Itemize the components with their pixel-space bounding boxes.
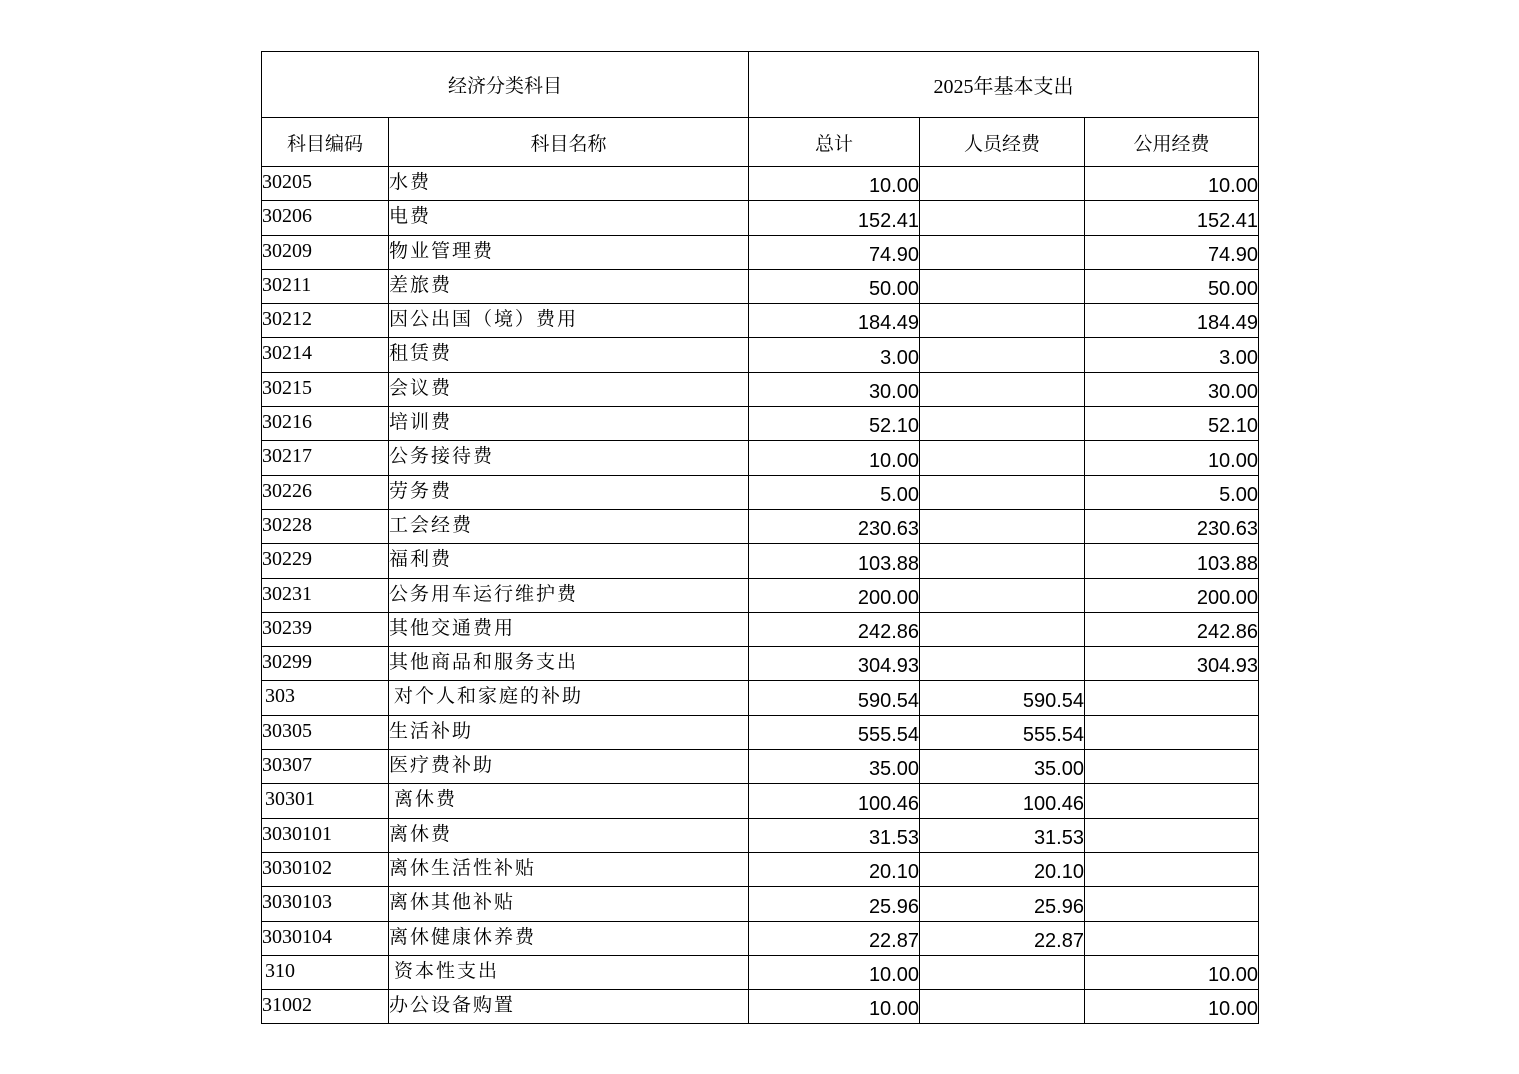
subject-code-cell: 30214 xyxy=(262,338,389,372)
public-cell: 242.86 xyxy=(1085,612,1259,646)
personnel-cell xyxy=(920,407,1085,441)
subject-code-cell: 30215 xyxy=(262,372,389,406)
table-row xyxy=(262,750,1259,784)
personnel-cell xyxy=(920,235,1085,269)
personnel-cell: 20.10 xyxy=(920,852,1085,886)
subject-code-cell: 30239 xyxy=(262,612,389,646)
total-cell: 100.46 xyxy=(749,784,920,818)
subject-code-cell: 30217 xyxy=(262,441,389,475)
total-cell: 30.00 xyxy=(749,372,920,406)
subject-code-cell: 30301 xyxy=(262,784,389,818)
public-cell: 52.10 xyxy=(1085,407,1259,441)
subject-code-cell: 3030101 xyxy=(262,818,389,852)
table-row xyxy=(262,921,1259,955)
subject-code-cell: 31002 xyxy=(262,990,389,1024)
public-cell xyxy=(1085,887,1259,921)
table-row xyxy=(262,269,1259,303)
subject-code-cell: 30228 xyxy=(262,509,389,543)
name-column-header: 科目名称 xyxy=(389,118,749,167)
basic-expenditure-table xyxy=(261,51,1259,1024)
subject-code-cell: 30226 xyxy=(262,475,389,509)
table-row xyxy=(262,407,1259,441)
subject-name-cell: 离休费 xyxy=(389,818,749,852)
total-cell: 10.00 xyxy=(749,167,920,201)
personnel-cell xyxy=(920,647,1085,681)
table-row xyxy=(262,304,1259,338)
subject-name-cell: 会议费 xyxy=(389,372,749,406)
subject-code-cell: 303 xyxy=(262,681,389,715)
total-cell: 25.96 xyxy=(749,887,920,921)
subject-code-cell: 3030104 xyxy=(262,921,389,955)
personnel-cell xyxy=(920,475,1085,509)
subject-name-cell: 因公出国（境）费用 xyxy=(389,304,749,338)
public-cell xyxy=(1085,784,1259,818)
subject-name-cell: 离休健康休养费 xyxy=(389,921,749,955)
total-column-header: 总计 xyxy=(749,118,920,167)
personnel-cell: 555.54 xyxy=(920,715,1085,749)
subject-name-cell: 福利费 xyxy=(389,544,749,578)
public-cell: 184.49 xyxy=(1085,304,1259,338)
total-cell: 242.86 xyxy=(749,612,920,646)
personnel-cell xyxy=(920,304,1085,338)
total-cell: 35.00 xyxy=(749,750,920,784)
table-row xyxy=(262,578,1259,612)
total-cell: 52.10 xyxy=(749,407,920,441)
subject-name-cell: 医疗费补助 xyxy=(389,750,749,784)
personnel-cell: 22.87 xyxy=(920,921,1085,955)
table-row xyxy=(262,201,1259,235)
subject-name-cell: 公务接待费 xyxy=(389,441,749,475)
subject-name-cell: 离休费 xyxy=(389,784,749,818)
subject-code-cell: 30216 xyxy=(262,407,389,441)
table-row xyxy=(262,235,1259,269)
personnel-cell: 35.00 xyxy=(920,750,1085,784)
table-row xyxy=(262,338,1259,372)
subject-code-cell: 30305 xyxy=(262,715,389,749)
public-cell: 74.90 xyxy=(1085,235,1259,269)
public-cell: 10.00 xyxy=(1085,955,1259,989)
table-row xyxy=(262,167,1259,201)
total-cell: 31.53 xyxy=(749,818,920,852)
total-cell: 10.00 xyxy=(749,441,920,475)
total-cell: 74.90 xyxy=(749,235,920,269)
table-row xyxy=(262,681,1259,715)
public-cell xyxy=(1085,852,1259,886)
table-row xyxy=(262,372,1259,406)
total-cell: 230.63 xyxy=(749,509,920,543)
table-body xyxy=(262,167,1259,1024)
public-cell: 30.00 xyxy=(1085,372,1259,406)
total-cell: 103.88 xyxy=(749,544,920,578)
personnel-column-header: 人员经费 xyxy=(920,118,1085,167)
personnel-cell: 590.54 xyxy=(920,681,1085,715)
personnel-cell xyxy=(920,201,1085,235)
public-cell: 200.00 xyxy=(1085,578,1259,612)
subject-name-cell: 办公设备购置 xyxy=(389,990,749,1024)
subject-code-cell: 30307 xyxy=(262,750,389,784)
table-row xyxy=(262,475,1259,509)
personnel-cell: 31.53 xyxy=(920,818,1085,852)
subject-name-cell: 离休其他补贴 xyxy=(389,887,749,921)
subject-code-cell: 30206 xyxy=(262,201,389,235)
subject-code-cell: 30212 xyxy=(262,304,389,338)
subject-name-cell: 生活补助 xyxy=(389,715,749,749)
personnel-cell xyxy=(920,578,1085,612)
personnel-cell xyxy=(920,955,1085,989)
subject-code-cell: 30205 xyxy=(262,167,389,201)
public-cell: 50.00 xyxy=(1085,269,1259,303)
public-cell xyxy=(1085,921,1259,955)
public-cell: 230.63 xyxy=(1085,509,1259,543)
personnel-cell xyxy=(920,509,1085,543)
table-row xyxy=(262,784,1259,818)
code-column-header: 科目编码 xyxy=(262,118,389,167)
total-cell: 3.00 xyxy=(749,338,920,372)
personnel-cell xyxy=(920,612,1085,646)
table-row xyxy=(262,509,1259,543)
personnel-cell xyxy=(920,441,1085,475)
expenditure-group-header: 2025年基本支出 xyxy=(749,52,1259,118)
subject-code-cell: 3030102 xyxy=(262,852,389,886)
subject-name-cell: 培训费 xyxy=(389,407,749,441)
public-cell: 103.88 xyxy=(1085,544,1259,578)
public-column-header: 公用经费 xyxy=(1085,118,1259,167)
subject-name-cell: 公务用车运行维护费 xyxy=(389,578,749,612)
table-row xyxy=(262,955,1259,989)
subject-name-cell: 水费 xyxy=(389,167,749,201)
subject-code-cell: 30209 xyxy=(262,235,389,269)
subject-code-cell: 30231 xyxy=(262,578,389,612)
public-cell: 10.00 xyxy=(1085,441,1259,475)
subject-code-cell: 3030103 xyxy=(262,887,389,921)
public-cell: 152.41 xyxy=(1085,201,1259,235)
public-cell xyxy=(1085,818,1259,852)
table-row xyxy=(262,887,1259,921)
subject-code-cell: 30211 xyxy=(262,269,389,303)
subject-name-cell: 劳务费 xyxy=(389,475,749,509)
public-cell: 304.93 xyxy=(1085,647,1259,681)
subject-name-cell: 其他交通费用 xyxy=(389,612,749,646)
subject-name-cell: 工会经费 xyxy=(389,509,749,543)
table-row xyxy=(262,852,1259,886)
subject-code-cell: 30299 xyxy=(262,647,389,681)
personnel-cell xyxy=(920,544,1085,578)
table-row xyxy=(262,441,1259,475)
table-row xyxy=(262,990,1259,1024)
total-cell: 10.00 xyxy=(749,955,920,989)
subject-name-cell: 资本性支出 xyxy=(389,955,749,989)
total-cell: 184.49 xyxy=(749,304,920,338)
total-cell: 590.54 xyxy=(749,681,920,715)
public-cell: 3.00 xyxy=(1085,338,1259,372)
column-header-row xyxy=(262,118,1259,167)
public-cell xyxy=(1085,715,1259,749)
personnel-cell: 100.46 xyxy=(920,784,1085,818)
subject-code-cell: 30229 xyxy=(262,544,389,578)
personnel-cell xyxy=(920,372,1085,406)
public-cell xyxy=(1085,681,1259,715)
total-cell: 5.00 xyxy=(749,475,920,509)
subject-name-cell: 电费 xyxy=(389,201,749,235)
subject-code-cell: 310 xyxy=(262,955,389,989)
category-group-header: 经济分类科目 xyxy=(262,52,749,118)
table-row xyxy=(262,544,1259,578)
total-cell: 152.41 xyxy=(749,201,920,235)
subject-name-cell: 物业管理费 xyxy=(389,235,749,269)
subject-name-cell: 对个人和家庭的补助 xyxy=(389,681,749,715)
public-cell xyxy=(1085,750,1259,784)
total-cell: 200.00 xyxy=(749,578,920,612)
table-row xyxy=(262,818,1259,852)
subject-name-cell: 租赁费 xyxy=(389,338,749,372)
table-row xyxy=(262,715,1259,749)
subject-name-cell: 离休生活性补贴 xyxy=(389,852,749,886)
personnel-cell xyxy=(920,990,1085,1024)
public-cell: 10.00 xyxy=(1085,990,1259,1024)
total-cell: 304.93 xyxy=(749,647,920,681)
subject-name-cell: 其他商品和服务支出 xyxy=(389,647,749,681)
personnel-cell xyxy=(920,338,1085,372)
total-cell: 555.54 xyxy=(749,715,920,749)
total-cell: 20.10 xyxy=(749,852,920,886)
total-cell: 10.00 xyxy=(749,990,920,1024)
public-cell: 5.00 xyxy=(1085,475,1259,509)
public-cell: 10.00 xyxy=(1085,167,1259,201)
total-cell: 50.00 xyxy=(749,269,920,303)
personnel-cell xyxy=(920,269,1085,303)
personnel-cell xyxy=(920,167,1085,201)
table-row xyxy=(262,647,1259,681)
table-row xyxy=(262,612,1259,646)
subject-name-cell: 差旅费 xyxy=(389,269,749,303)
personnel-cell: 25.96 xyxy=(920,887,1085,921)
group-header-row xyxy=(262,52,1259,118)
total-cell: 22.87 xyxy=(749,921,920,955)
